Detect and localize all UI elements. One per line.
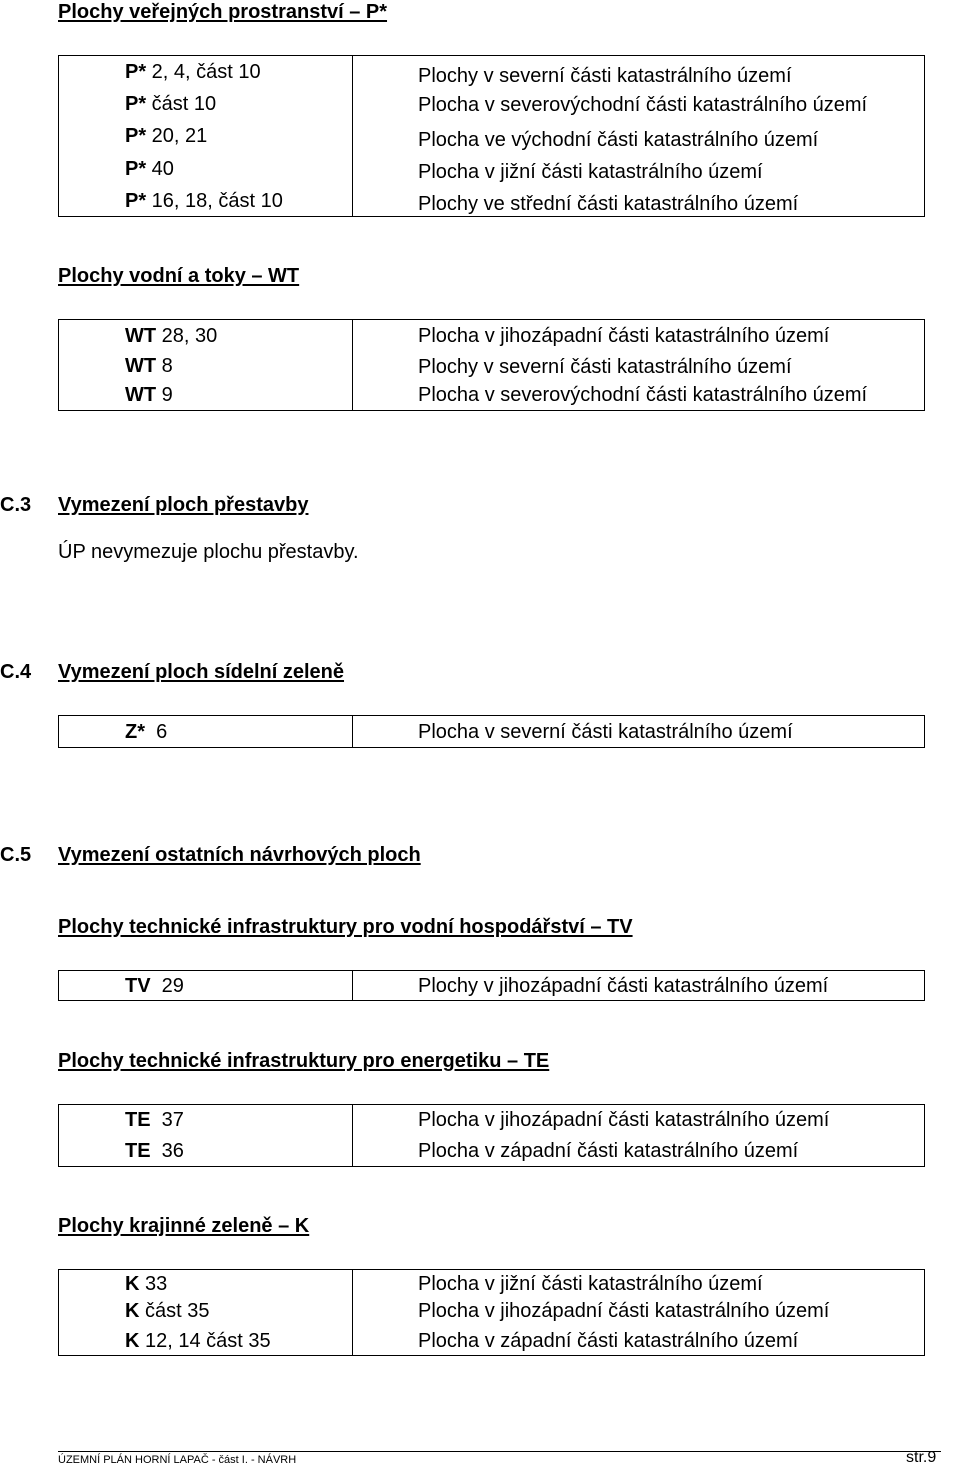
table-row-description: Plocha v jihozápadní části katastrálního území [418, 1109, 830, 1131]
table-public-spaces [58, 55, 925, 217]
table-description-column [353, 971, 924, 1000]
table-row-code: TE 36 [125, 1140, 184, 1162]
section-heading-energy-infrastructure: Plochy technické infrastruktury pro energetiku – TE [58, 1050, 550, 1072]
table-row-code: WT 9 [125, 384, 173, 406]
table-row-code: P* 40 [125, 158, 174, 180]
section-heading-c4: Vymezení ploch sídelní zeleně [58, 661, 345, 683]
section-heading-c5: Vymezení ostatních návrhových ploch [58, 844, 421, 866]
table-row-code: K 33 [125, 1273, 168, 1295]
table-row-code: WT 28, 30 [125, 325, 218, 347]
table-code-column [59, 1270, 353, 1355]
table-row-code: WT 8 [125, 355, 173, 377]
table-code-column [59, 320, 353, 410]
table-row-code: TE 37 [125, 1109, 184, 1131]
table-row-description: Plocha v západní části katastrálního území [418, 1330, 799, 1352]
section-number-c4: C.4 [0, 661, 32, 683]
table-row-description: Plocha v západní části katastrálního území [418, 1140, 799, 1162]
table-description-column [353, 716, 924, 747]
section-number-c3: C.3 [0, 494, 32, 516]
table-row-code: P* 2, 4, část 10 [125, 61, 261, 83]
table-energy-infrastructure [58, 1104, 925, 1167]
table-row-description: Plochy ve střední části katastrálního území [418, 193, 799, 215]
section-heading-landscape-greenery: Plochy krajinné zeleně – K [58, 1215, 310, 1237]
table-code-column [59, 716, 353, 747]
table-row-code: P* 20, 21 [125, 125, 208, 147]
table-landscape-greenery [58, 1269, 925, 1356]
section-heading-water-areas: Plochy vodní a toky – WT [58, 265, 300, 287]
table-row-description: Plochy v jihozápadní části katastrálního území [418, 975, 829, 997]
table-row-code: K 12, 14 část 35 [125, 1330, 271, 1352]
table-row-code: K část 35 [125, 1300, 210, 1322]
table-row-description: Plocha v jihozápadní části katastrálního území [418, 1300, 830, 1322]
paragraph-c3: ÚP nevymezuje plochu přestavby. [58, 541, 359, 563]
table-row-description: Plochy v severní části katastrálního území [418, 65, 792, 87]
section-heading-c3: Vymezení ploch přestavby [58, 494, 309, 516]
table-description-column [353, 1105, 924, 1166]
table-row-description: Plocha v jihozápadní části katastrálního území [418, 325, 830, 347]
table-urban-greenery [58, 715, 925, 748]
table-row-description: Plocha v jižní části katastrálního území [418, 1273, 763, 1295]
table-row-description: Plocha v jižní části katastrálního území [418, 161, 763, 183]
table-water-areas [58, 319, 925, 411]
table-description-column [353, 320, 924, 410]
table-row-description: Plochy v severní části katastrálního území [418, 356, 792, 378]
table-row-description: Plocha v severovýchodní části katastrálního území [418, 384, 868, 406]
table-row-description: Plocha v severovýchodní části katastrálního území [418, 94, 868, 116]
table-code-column [59, 1105, 353, 1166]
table-row-description: Plocha v severní části katastrálního území [418, 721, 793, 743]
footer-page-number: str.9 [906, 1449, 937, 1466]
table-code-column [59, 971, 353, 1000]
table-row-code: P* část 10 [125, 93, 217, 115]
table-water-infrastructure [58, 970, 925, 1001]
table-row-code: P* 16, 18, část 10 [125, 190, 283, 212]
footer-divider [58, 1451, 941, 1452]
section-number-c5: C.5 [0, 844, 32, 866]
table-description-column [353, 56, 924, 216]
table-row-code: TV 29 [125, 975, 184, 997]
table-description-column [353, 1270, 924, 1355]
section-heading-water-infrastructure: Plochy technické infrastruktury pro vodní hospodářství – TV [58, 916, 633, 938]
table-code-column [59, 56, 353, 216]
table-row-description: Plocha ve východní části katastrálního území [418, 129, 819, 151]
section-heading-public-spaces: Plochy veřejných prostranství – P* [58, 1, 388, 23]
table-row-code: Z* 6 [125, 721, 168, 743]
footer-document-title: ÚZEMNÍ PLÁN HORNÍ LAPAČ - část I. - NÁVRH [58, 1454, 297, 1466]
